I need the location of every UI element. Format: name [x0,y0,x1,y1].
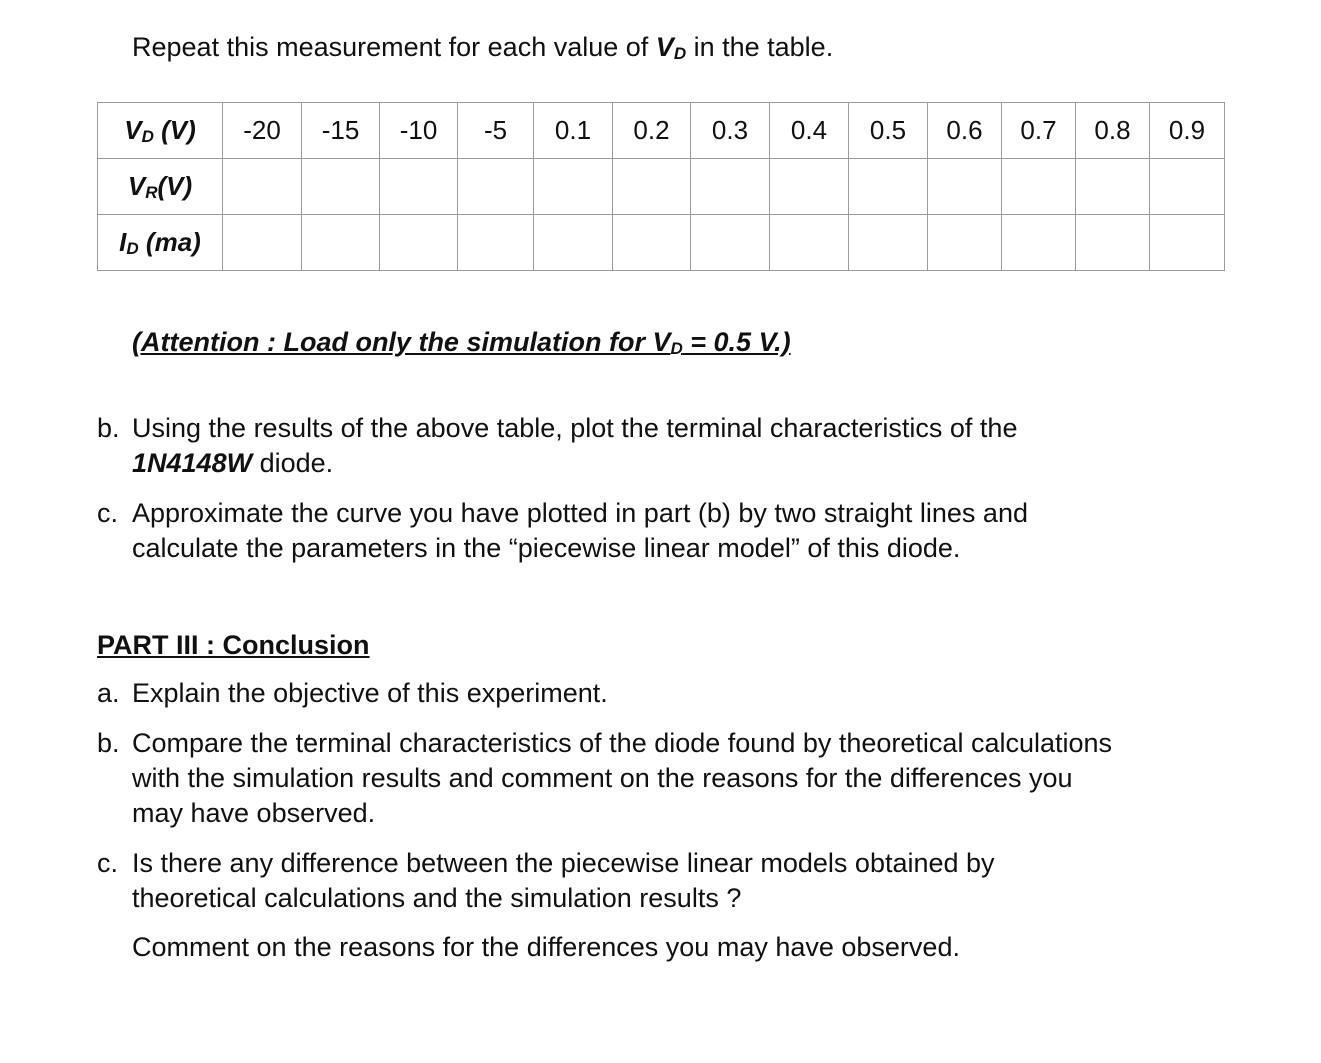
vd-value-cell: 0.1 [534,103,613,159]
vr-entry-cell [223,159,302,215]
id-entry-cell [458,215,534,271]
item-text: 1N4148W diode. [132,448,334,478]
item-marker: c. [97,498,119,528]
id-entry-cell [223,215,302,271]
vd-value-cell: 0.7 [1002,103,1076,159]
vd-value-cell: 0.3 [691,103,770,159]
item-text: Approximate the curve you have plotted in part (b) by two straight lines and [132,498,1028,528]
vr-entry-cell [1150,159,1225,215]
vd-value-cell: -20 [223,103,302,159]
vd-value-cell: -5 [458,103,534,159]
attention-note: (Attention : Load only the simulation for $V_D = 0.5$ V.) [132,327,791,358]
vd-value-cell: 0.8 [1076,103,1150,159]
id-entry-cell [928,215,1002,271]
id-entry-cell [691,215,770,271]
id-entry-cell [1076,215,1150,271]
id-entry-cell [1002,215,1076,271]
vr-entry-cell [613,159,691,215]
item-text: may have observed. [132,798,376,828]
vd-symbol: $V_D$ [655,32,687,63]
vd-value-cell: -10 [380,103,458,159]
id-entry-cell [302,215,380,271]
item-text: Explain the objective of this experiment. [132,678,608,708]
vd-value-cell: -15 [302,103,380,159]
comment-text: Comment on the reasons for the differences you may have observed. [132,932,960,962]
item-text: theoretical calculations and the simulation results ? [132,883,742,913]
item-text: with the simulation results and comment on the reasons for the differences you [132,763,1073,793]
id-entry-cell [849,215,928,271]
measurement-table [97,102,1225,271]
vr-entry-cell [770,159,849,215]
item-text: Is there any difference between the piecewise linear models obtained by [132,848,995,878]
vr-entry-cell [928,159,1002,215]
row-header-id: $I_D$ (ma) [98,215,223,271]
part3-title: PART III : Conclusion [97,630,370,660]
item-text: Using the results of the above table, plot the terminal characteristics of the [132,413,1018,443]
intro-text: Repeat this measurement for each value of $V_D$ in the table. [132,32,834,63]
row-header-vd: $V_D$ (V) [98,103,223,159]
vr-entry-cell [1076,159,1150,215]
vr-entry-cell [380,159,458,215]
vd-value-cell: 0.2 [613,103,691,159]
id-entry-cell [613,215,691,271]
vd-value-cell: 0.9 [1150,103,1225,159]
diode-model: 1N4148W [132,448,253,478]
vd-value-cell: 0.4 [770,103,849,159]
table-row-vr [98,159,1225,215]
item-marker: b. [97,413,120,443]
vr-entry-cell [534,159,613,215]
id-entry-cell [1150,215,1225,271]
vr-entry-cell [458,159,534,215]
vd-value-cell: 0.6 [928,103,1002,159]
id-entry-cell [534,215,613,271]
item-marker: a. [97,678,120,708]
vd-value-cell: 0.5 [849,103,928,159]
item-text: calculate the parameters in the “piecewise linear model” of this diode. [132,533,961,563]
item-marker: b. [97,728,120,758]
row-header-vr: $V_R(V)$ [98,159,223,215]
vr-entry-cell [1002,159,1076,215]
id-entry-cell [380,215,458,271]
vr-entry-cell [849,159,928,215]
item-marker: c. [97,848,119,878]
item-text: Compare the terminal characteristics of the diode found by theoretical calculations [132,728,1113,758]
vr-entry-cell [691,159,770,215]
vr-entry-cell [302,159,380,215]
table-row-vd [98,103,1225,159]
id-entry-cell [770,215,849,271]
table-row-id [98,215,1225,271]
